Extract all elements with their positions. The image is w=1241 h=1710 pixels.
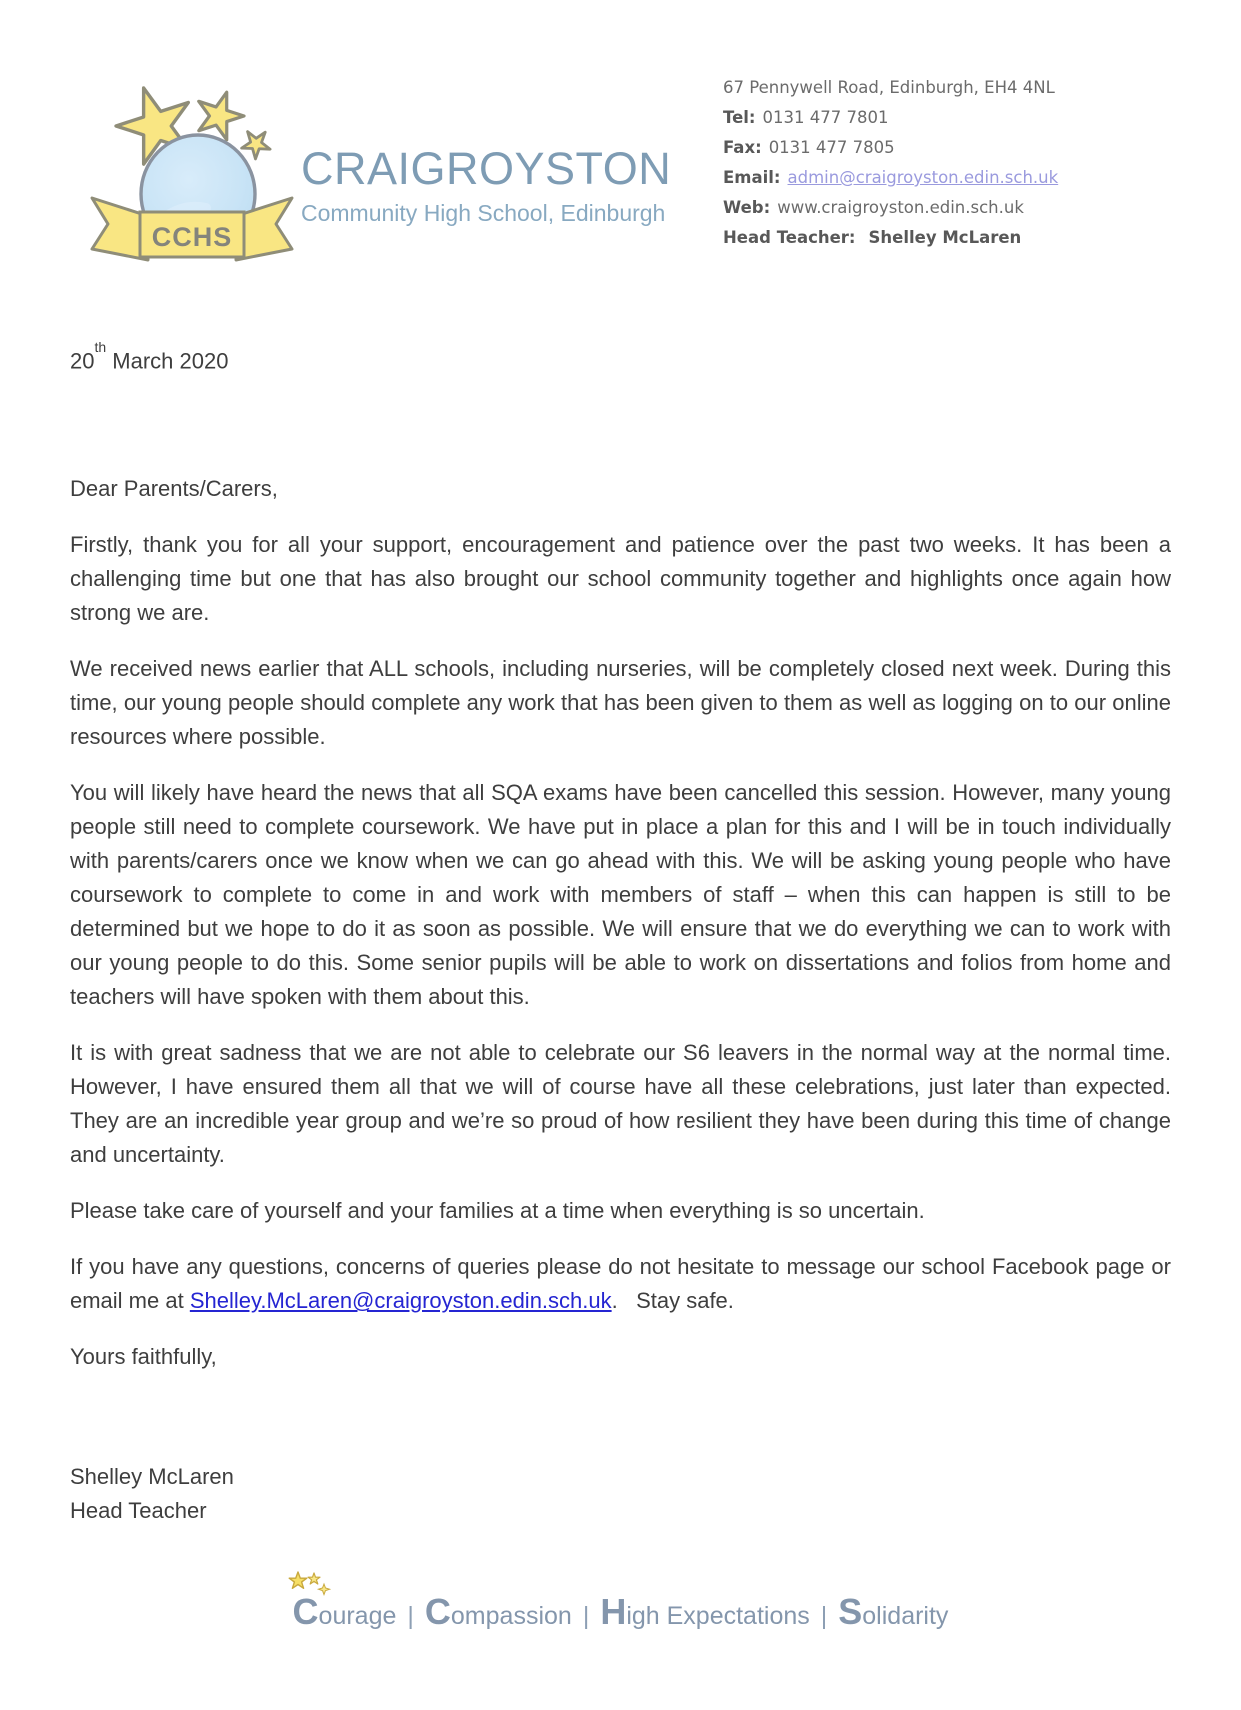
paragraph-thanks: Firstly, thank you for all your support, encouragement and patience over the past two weeks. It has been a challenging time but one that has also brought our school community together and highlights once again how strong we are. [70, 532, 1171, 626]
motto-word-solidarity: Solidarity [838, 1591, 949, 1632]
date-rest: March 2020 [106, 348, 229, 374]
signature-name: Shelley McLaren [70, 1464, 234, 1490]
head-teacher-name: Shelley McLaren [868, 228, 1022, 247]
address-line [723, 78, 1143, 97]
admin-email-link[interactable]: admin@craigroyston.edin.sch.uk [787, 168, 1059, 187]
tel-label: Tel: [723, 108, 756, 127]
footer-stars-icon [287, 1571, 331, 1597]
contact-block [723, 78, 1143, 258]
motto-separator: | [820, 1602, 828, 1630]
email-line [723, 168, 1143, 187]
logo-banner-text: CCHS [151, 222, 233, 252]
paragraph-s6-leavers: It is with great sadness that we are not able to celebrate our S6 leavers in the normal way at the normal time. However, I have ensured them all that we will of course have all these celebrations, just later than expected. They are an incredible year group and we’re so proud of how resilient they have been during this time of change and uncertainty. [70, 1040, 1171, 1168]
signature-block [70, 1460, 1171, 1528]
signature-title: Head Teacher [70, 1498, 207, 1524]
letter-date [70, 338, 1171, 378]
school-logo-icon [86, 74, 298, 266]
fax-line [723, 138, 1143, 157]
tel-value: 0131 477 7801 [762, 108, 889, 127]
fax-value: 0131 477 7805 [768, 138, 895, 157]
school-tagline: Community High School, Edinburgh [301, 200, 666, 226]
paragraph-questions [70, 1250, 1171, 1318]
web-label: Web: [723, 198, 771, 217]
fax-label: Fax: [723, 138, 762, 157]
motto-word-compassion: Compassion [424, 1591, 572, 1632]
school-name: CRAIGROYSTON [301, 143, 672, 194]
head-teacher-email-link[interactable]: Shelley.McLaren@craigroyston.edin.sch.uk [189, 1288, 612, 1314]
paragraph-take-care: Please take care of yourself and your families at a time when everything is so uncertain. [70, 1198, 925, 1224]
school-motto [293, 1592, 949, 1636]
date-day: 20 [70, 348, 95, 374]
web-value: www.craigroyston.edin.sch.uk [777, 198, 1024, 217]
address-text: 67 Pennywell Road, Edinburgh, EH4 4NL [723, 78, 1055, 97]
questions-text-before: If you have any questions, concerns of queries please do not hesitate to message our school Facebook page or email me at [70, 1254, 1171, 1314]
motto-word-courage: Courage [292, 1591, 397, 1632]
closing: Yours faithfully, [70, 1344, 217, 1370]
date-ordinal: th [94, 339, 107, 355]
footer [0, 1592, 1241, 1636]
brand-block [301, 143, 672, 227]
paragraph-sqa-exams: You will likely have heard the news that all SQA exams have been cancelled this session. However, many young people still need to complete coursework. We have put in place a plan for this and I will be in touch individually with parents/carers once we know when we can go ahead with this. We will be asking young people who have coursework to complete to come in and work with members of staff – when this can happen is still to be determined but we hope to do it as soon as possible. We will ensure that we do everything we can to work with our young people to do this. Some senior pupils will be able to work on dissertations and folios from home and teachers will have spoken with them about this. [70, 780, 1171, 1010]
web-line [723, 198, 1143, 217]
motto-word-high-expectations: High Expectations [600, 1591, 810, 1632]
paragraph-school-closure: We received news earlier that ALL schools, including nurseries, will be completely closed next week. During this time, our young people should complete any work that has been given to them as well as logging on to our online resources where possible. [70, 656, 1171, 750]
head-teacher-line [723, 228, 1143, 247]
email-label: Email: [723, 168, 781, 187]
questions-text-after: . Stay safe. [611, 1288, 734, 1314]
letter-body [70, 338, 1171, 1528]
salutation: Dear Parents/Carers, [70, 476, 278, 502]
motto-separator: | [407, 1602, 414, 1630]
tel-line [723, 108, 1143, 127]
head-teacher-label: Head Teacher: [723, 228, 856, 247]
motto-separator: | [582, 1602, 590, 1630]
